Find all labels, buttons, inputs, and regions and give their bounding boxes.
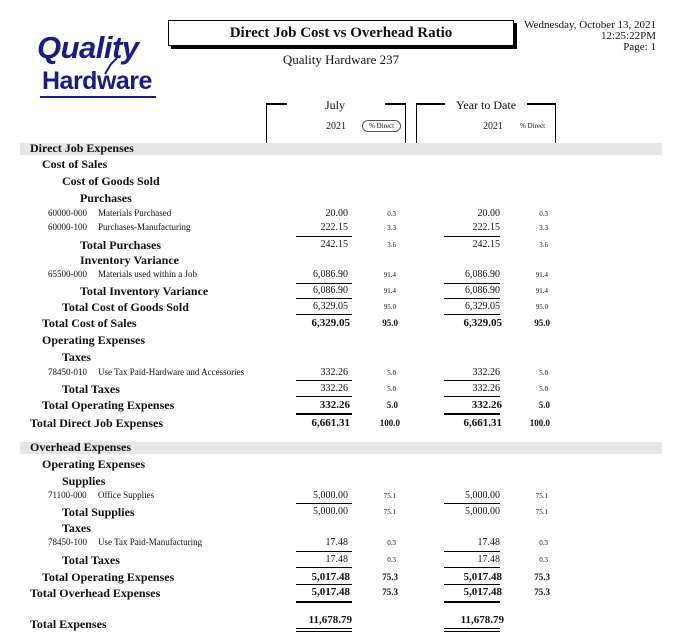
total-overhead-expenses-label: Total Overhead Expenses bbox=[30, 586, 161, 600]
july-pct-header: % Direct bbox=[362, 122, 401, 130]
account-description: Purchases-Manufacturing bbox=[98, 222, 191, 232]
account-number: 78450-010 bbox=[48, 367, 87, 377]
amount-july: 5,017.48 bbox=[311, 586, 350, 598]
amount-ytd: 332.26 bbox=[472, 383, 500, 394]
pct-july: 75.3 bbox=[382, 572, 398, 582]
pct-ytd: 91.4 bbox=[535, 287, 548, 295]
pct-july: 91.4 bbox=[383, 287, 396, 295]
logo-underline bbox=[40, 96, 156, 98]
pct-ytd: 0.3 bbox=[539, 539, 548, 547]
amount-july: 222.15 bbox=[320, 222, 348, 233]
group-inventory-variance: Inventory Variance bbox=[80, 253, 179, 267]
total-taxes-label: Total Taxes bbox=[62, 553, 120, 567]
pct-ytd: 5.0 bbox=[539, 385, 548, 393]
pct-july: 75.1 bbox=[383, 508, 396, 516]
account-number: 65500-000 bbox=[48, 269, 87, 279]
pct-july: 100.0 bbox=[379, 418, 400, 428]
pct-ytd: 75.3 bbox=[534, 572, 550, 582]
total-inventory-variance-label: Total Inventory Variance bbox=[80, 284, 209, 298]
group-supplies: Supplies bbox=[62, 474, 106, 488]
amount-july: 332.26 bbox=[319, 399, 350, 411]
page-number: Page: 1 bbox=[623, 41, 656, 53]
section-direct: Direct Job Expenses bbox=[30, 141, 134, 155]
total-cost-of-sales-label: Total Cost of Sales bbox=[42, 316, 137, 330]
pct-july: 91.4 bbox=[383, 271, 396, 279]
ytd-year: 2021 bbox=[483, 121, 503, 132]
pct-ytd: 5.0 bbox=[539, 369, 548, 377]
amount-ytd: 5,000.00 bbox=[465, 506, 500, 517]
logo-hardware-text: Hardware bbox=[42, 67, 152, 95]
total-taxes-label: Total Taxes bbox=[62, 382, 120, 396]
amount-ytd: 17.48 bbox=[477, 537, 500, 548]
pct-july: 75.3 bbox=[382, 587, 398, 597]
pct-july: 0.3 bbox=[387, 556, 396, 564]
amount-ytd: 242.15 bbox=[472, 239, 500, 250]
account-description: Office Supplies bbox=[98, 490, 155, 500]
account-description: Materials used within a Job bbox=[98, 269, 197, 279]
amount-july: 5,000.00 bbox=[313, 506, 348, 517]
company-name: Quality Hardware 237 bbox=[282, 52, 400, 67]
amount-ytd: 6,329.05 bbox=[463, 317, 502, 329]
ytd-pct-header: % Direct bbox=[520, 122, 546, 130]
amount-ytd: 17.48 bbox=[477, 554, 500, 565]
report-title: Direct Job Cost vs Overhead Ratio bbox=[168, 20, 514, 46]
pct-july: 0.3 bbox=[387, 539, 396, 547]
pct-july: 0.3 bbox=[387, 210, 396, 218]
pct-ytd: 3.3 bbox=[539, 224, 548, 232]
report-date: Wednesday, October 13, 2021 bbox=[524, 19, 656, 31]
total-purchases-label: Total Purchases bbox=[80, 238, 162, 252]
pct-july: 3.3 bbox=[387, 224, 396, 232]
account-description: Use Tax Paid-Manufacturing bbox=[98, 537, 203, 547]
amount-ytd: 5,000.00 bbox=[465, 490, 500, 501]
july-header: July bbox=[324, 98, 345, 112]
amount-july: 242.15 bbox=[320, 239, 348, 250]
amount-july: 5,000.00 bbox=[313, 490, 348, 501]
account-description: Materials Purchased bbox=[98, 208, 172, 218]
amount-july: 6,329.05 bbox=[313, 301, 348, 312]
amount-july: 332.26 bbox=[320, 367, 348, 378]
ytd-header: Year to Date bbox=[455, 98, 517, 112]
pct-ytd: 95.0 bbox=[535, 303, 548, 311]
july-year: 2021 bbox=[326, 121, 346, 132]
total-operating-expenses-label: Total Operating Expenses bbox=[42, 398, 175, 412]
amount-ytd: 6,329.05 bbox=[465, 301, 500, 312]
account-number: 60000-100 bbox=[48, 222, 87, 232]
amount-july: 6,329.05 bbox=[311, 317, 350, 329]
pct-ytd: 91.4 bbox=[535, 271, 548, 279]
amount-july: 17.48 bbox=[325, 554, 348, 565]
group-cost-of-sales: Cost of Sales bbox=[42, 157, 108, 171]
account-description: Use Tax Paid-Hardware and Accessories bbox=[98, 367, 245, 377]
amount-july: 20.00 bbox=[325, 208, 348, 219]
amount-ytd: 5,017.48 bbox=[463, 571, 502, 583]
pct-july: 3.6 bbox=[387, 241, 396, 249]
pct-july: 5.0 bbox=[386, 400, 398, 410]
amount-july: 5,017.48 bbox=[311, 571, 350, 583]
amount-ytd: 5,017.48 bbox=[463, 586, 502, 598]
group-taxes: Taxes bbox=[62, 521, 91, 535]
group-operating-expenses: Operating Expenses bbox=[42, 457, 146, 471]
pct-ytd: 75.1 bbox=[535, 508, 548, 516]
account-number: 60000-000 bbox=[48, 208, 87, 218]
amount-ytd: 332.26 bbox=[471, 399, 502, 411]
amount-july: 11,678.79 bbox=[308, 614, 352, 626]
pct-july: 95.0 bbox=[383, 303, 396, 311]
logo-quality-text: Quality bbox=[37, 30, 139, 65]
amount-ytd: 6,086.90 bbox=[465, 269, 500, 280]
account-number: 78450-100 bbox=[48, 537, 87, 547]
report-datetime bbox=[524, 20, 656, 53]
pct-ytd: 75.1 bbox=[535, 492, 548, 500]
pct-ytd: 0.3 bbox=[539, 210, 548, 218]
pct-ytd: 100.0 bbox=[529, 418, 550, 428]
total-cogs-label: Total Cost of Goods Sold bbox=[62, 300, 189, 314]
pct-july: 75.1 bbox=[383, 492, 396, 500]
pct-july: 95.0 bbox=[382, 318, 398, 328]
total-expenses-label: Total Expenses bbox=[30, 617, 107, 631]
amount-july: 6,661.31 bbox=[311, 417, 350, 429]
amount-july: 6,086.90 bbox=[313, 285, 348, 296]
amount-july: 6,086.90 bbox=[313, 269, 348, 280]
amount-july: 332.26 bbox=[320, 383, 348, 394]
amount-ytd: 11,678.79 bbox=[460, 614, 504, 626]
section-overhead: Overhead Expenses bbox=[30, 440, 132, 454]
group-operating-expenses: Operating Expenses bbox=[42, 333, 146, 347]
amount-july: 17.48 bbox=[325, 537, 348, 548]
total-operating-expenses-label: Total Operating Expenses bbox=[42, 570, 175, 584]
amount-ytd: 6,661.31 bbox=[463, 417, 502, 429]
amount-ytd: 6,086.90 bbox=[465, 285, 500, 296]
pct-july: 5.0 bbox=[387, 369, 396, 377]
pct-ytd: 3.6 bbox=[539, 241, 548, 249]
pct-july: 5.0 bbox=[387, 385, 396, 393]
pct-ytd: 95.0 bbox=[534, 318, 550, 328]
total-supplies-label: Total Supplies bbox=[62, 505, 135, 519]
pct-ytd: 5.0 bbox=[538, 400, 550, 410]
amount-ytd: 222.15 bbox=[472, 222, 500, 233]
group-purchases: Purchases bbox=[80, 191, 132, 205]
report-time: 12:25:22PM bbox=[600, 30, 656, 42]
pct-ytd: 75.3 bbox=[534, 587, 550, 597]
amount-ytd: 20.00 bbox=[477, 208, 500, 219]
group-cogs: Cost of Goods Sold bbox=[62, 174, 160, 188]
amount-ytd: 332.26 bbox=[472, 367, 500, 378]
total-direct-job-expenses-label: Total Direct Job Expenses bbox=[30, 416, 164, 430]
group-taxes: Taxes bbox=[62, 350, 91, 364]
pct-ytd: 0.3 bbox=[539, 556, 548, 564]
account-number: 71100-000 bbox=[48, 490, 87, 500]
